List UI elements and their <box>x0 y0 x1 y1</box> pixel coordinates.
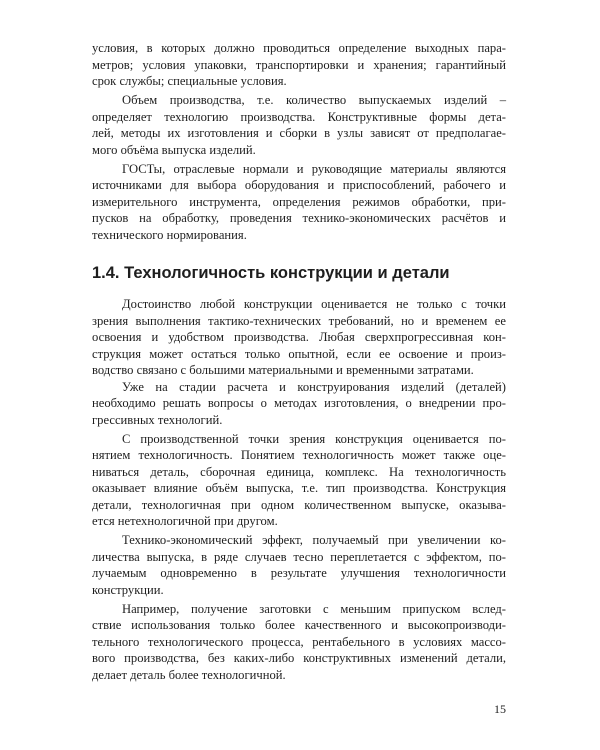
text-line: зрения выполнения тактико-технических требований, но и временем ее <box>92 313 506 328</box>
text-line: определяет технологию производства. Конструктивные формы дета- <box>92 109 506 124</box>
text-line: тельного технологического процесса, рентабельного в условиях массо- <box>92 634 506 649</box>
text-line: водство связано с большими материальными и временными затратами. <box>92 363 474 377</box>
text-line: детали, технологичная при одном количественном выпуске, оказыва- <box>92 497 506 512</box>
text-line: струкция может остаться только опытной, если ее освоение и произ- <box>92 346 506 361</box>
text-line: конструкции. <box>92 582 164 597</box>
text-line: лей, методы их изготовления и сборки в узлы зависят от предполагае- <box>92 126 506 140</box>
text-line: грессивных технологий. <box>92 412 223 427</box>
text-line: Уже на стадии расчета и конструирования изделий (деталей) <box>122 379 506 394</box>
text-line: вого производства, без каких-либо конструктивных изменений детали, <box>92 651 506 665</box>
text-line: измерительного инструмента, определения режимов обработки, при- <box>92 194 506 209</box>
text-line: Например, получение заготовки с меньшим припуском вслед- <box>122 601 506 616</box>
text-line: оказывает влияние объём выпуска, т.е. тип производства. Конструкция <box>92 481 506 495</box>
paragraph-gost <box>92 161 506 244</box>
paragraph-continuation <box>92 40 506 90</box>
text-line: необходимо решать вопросы о методах изготовления, о внедрении про- <box>92 396 506 410</box>
text-line: метров; условия упаковки, транспортировки и хранения; гарантийный <box>92 57 506 72</box>
text-line: лучаемым одновременно в результате улучшения технологичности <box>92 566 506 580</box>
text-line: срок службы; специальные условия. <box>92 74 287 88</box>
text-line: пусков на обработку, проведения технико-экономических расчётов и <box>92 211 506 225</box>
paragraph-example <box>92 601 506 684</box>
text-line: условия, в которых должно проводиться определение выходных пара- <box>92 41 506 55</box>
section-heading: 1.4. Технологичность конструкции и детали <box>92 264 450 282</box>
text-line: Технико-экономический эффект, получаемый при увеличении ко- <box>122 533 506 547</box>
text-line: нятием технологичность. Понятием технологичность может также оце- <box>92 448 506 462</box>
text-line: ниваться деталь, сборочная единица, комплекс. На технологичность <box>92 464 506 479</box>
text-line: технического нормирования. <box>92 227 247 242</box>
text-line: делает деталь более технологичной. <box>92 667 286 682</box>
page-number: 15 <box>494 702 506 716</box>
text-line: личества выпуска, в ряде случаев тесно переплетается с эффектом, по- <box>92 549 506 564</box>
paragraph-economic-effect <box>92 532 506 598</box>
text-line: Объем производства, т.е. количество выпускаемых изделий – <box>122 93 506 107</box>
text-line: мого объёма выпуска изделий. <box>92 142 256 157</box>
text-line: ствие использования только более качественного и высокопроизводи- <box>92 618 506 632</box>
paragraph-design-stage <box>92 379 506 429</box>
text-line: Достоинство любой конструкции оценивается не только с точки <box>122 297 506 311</box>
section-text-block <box>92 296 506 683</box>
text-line: источниками для выбора оборудования и приспособлений, рабочего и <box>92 178 506 192</box>
top-text-block <box>92 40 506 243</box>
text-line: освоения и удобством производства. Любая сверхпрогрессивная кон- <box>92 330 506 344</box>
text-line: ется нетехнологичной при другом. <box>92 514 278 528</box>
text-line: С производственной точки зрения конструкция оценивается по- <box>122 431 506 446</box>
paragraph-merit <box>92 296 506 379</box>
paragraph-production-volume <box>92 92 506 158</box>
paragraph-manufacturability <box>92 431 506 530</box>
text-line: ГОСТы, отраслевые нормали и руководящие материалы являются <box>122 161 506 176</box>
